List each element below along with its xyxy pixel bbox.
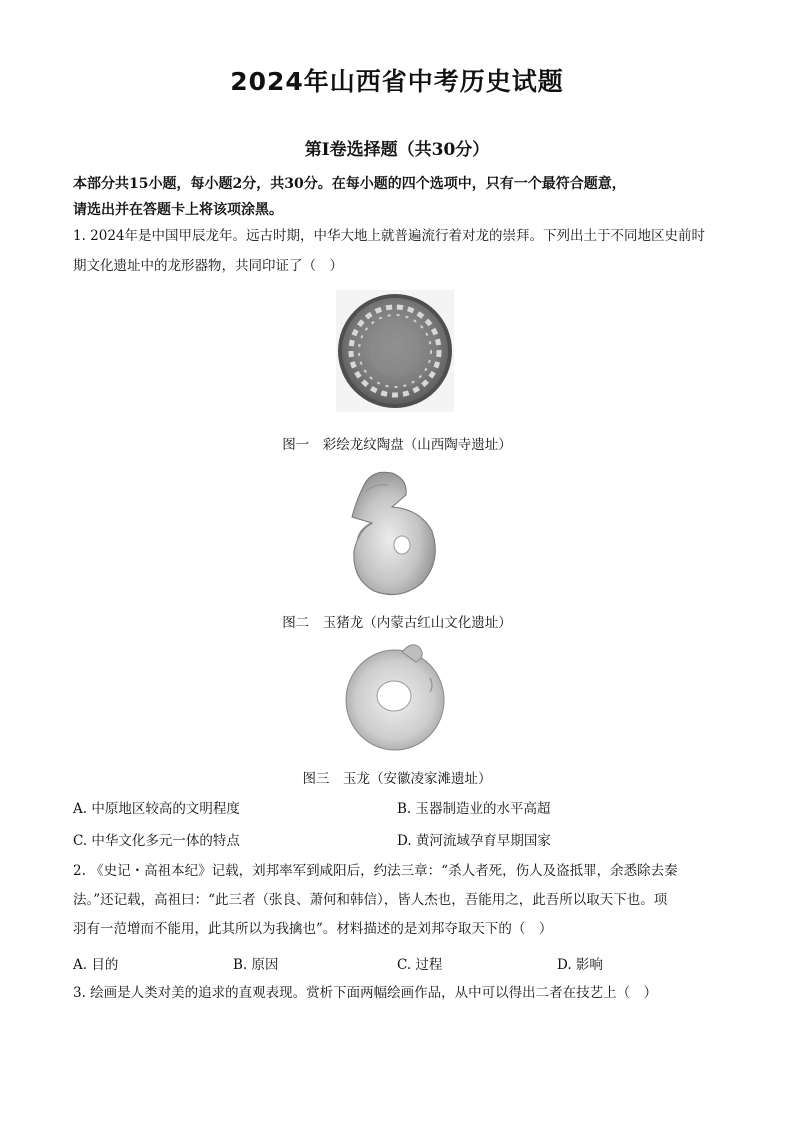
exam-title: 2024年山西省中考历史试题 [230,67,564,96]
figure-1-caption: 图一 彩绘龙纹陶盘（山西陶寺遗址） [282,437,512,453]
q2-option-c[interactable]: C. 过程 [397,957,443,973]
q1-stem-line-2: 期文化遗址中的龙形器物，共同印证了（ ） [73,258,343,274]
figure-jade-pig-dragon [346,465,442,601]
figure-2-caption: 图二 玉猪龙（内蒙古红山文化遗址） [282,615,512,631]
q3-stem-line-1: 3. 绘画是人类对美的追求的直观表现。赏析下面两幅绘画作品，从中可以得出二者在技艺上（ ） [73,985,658,1001]
instructions-line-1: 本部分共15小题，每小题2分，共30分。在每小题的四个选项中，只有一个最符合题意， [73,176,626,192]
figure-3-caption: 图三 玉龙（安徽凌家滩遗址） [302,771,492,787]
q2-stem-line-1: 2. 《史记・高祖本纪》记载，刘邦率军到咸阳后，约法三章：“杀人者死，伤人及盗抵罪，余悉除去秦 [73,863,678,879]
q2-stem-line-2: 法。”还记载，高祖曰：“此三者（张良、萧何和韩信），皆人杰也，吾能用之，此吾所以取天下也。项 [73,892,668,908]
figure-painted-pottery-plate [336,290,454,412]
q1-option-a[interactable]: A. 中原地区较高的文明程度 [73,801,240,817]
q2-stem-line-3: 羽有一范增而不能用，此其所以为我擒也”。材料描述的是刘邦夺取天下的（ ） [73,921,553,937]
q2-option-b[interactable]: B. 原因 [233,957,279,973]
q1-stem-line-1: 1. 2024年是中国甲辰龙年。远古时期，中华大地上就普遍流行着对龙的崇拜。下列出土于不同地区史前时 [73,228,706,244]
figure-jade-dragon [342,638,448,754]
q1-option-d[interactable]: D. 黄河流域孕育早期国家 [397,833,551,849]
q1-option-b[interactable]: B. 玉器制造业的水平高超 [397,801,551,817]
instructions-line-2: 请选出并在答题卡上将该项涂黑。 [73,202,283,218]
q2-option-a[interactable]: A. 目的 [73,957,119,973]
q2-option-d[interactable]: D. 影响 [557,957,603,973]
section-heading: 第Ⅰ卷选择题（共30分） [304,140,490,160]
q1-option-c[interactable]: C. 中华文化多元一体的特点 [73,833,240,849]
instructions [73,171,733,223]
